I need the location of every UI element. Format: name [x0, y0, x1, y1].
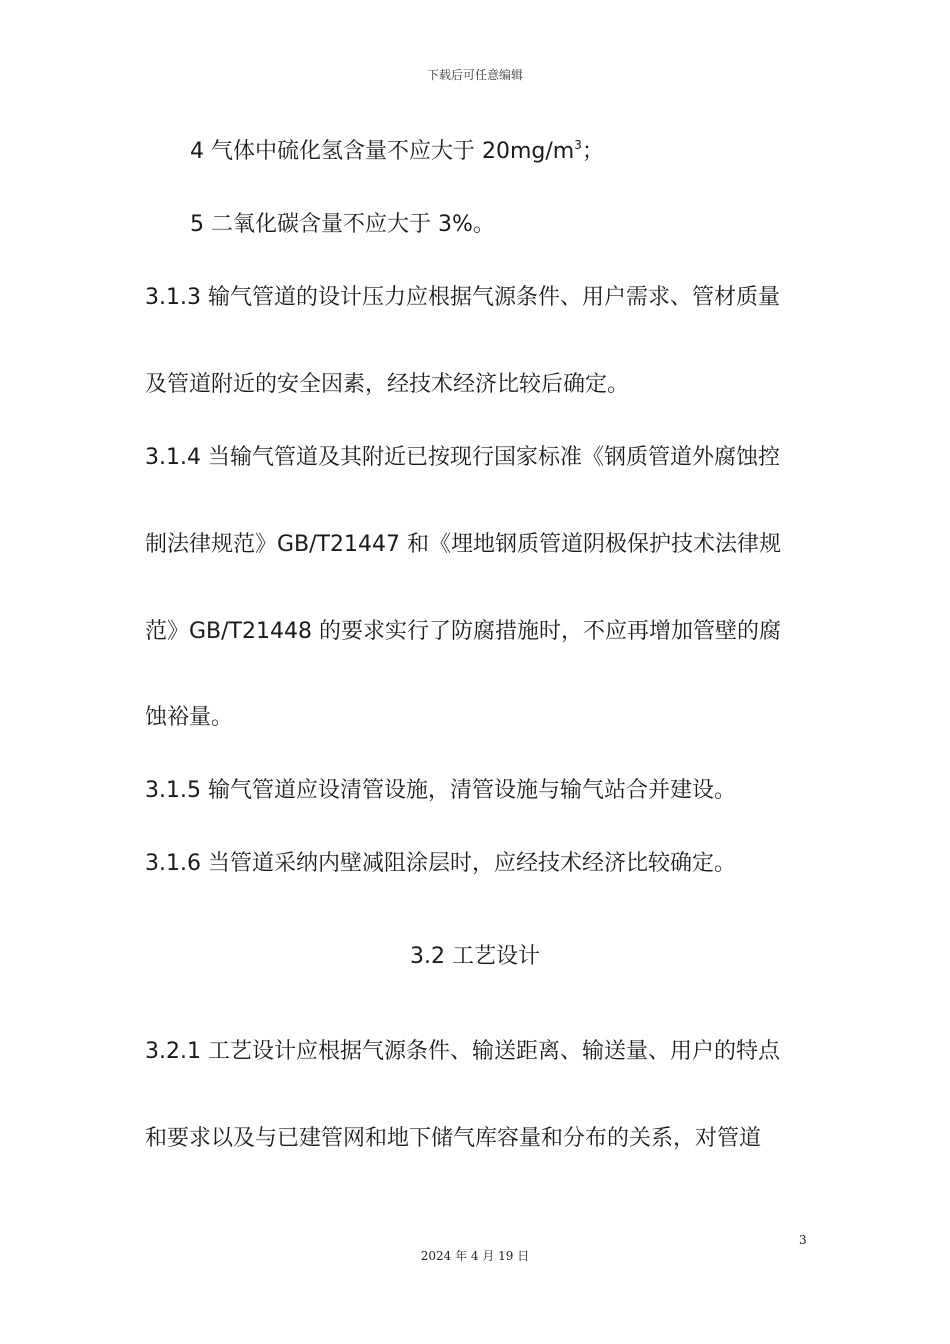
- section-heading: 3.2 工艺设计: [410, 944, 540, 969]
- p321-line2: 和要求以及与已建管网和地下储气库容量和分布的关系，对管道: [145, 1126, 762, 1151]
- p316-line: 3.1.6 当管道采纳内壁减阻涂层时，应经技术经济比较确定。: [145, 851, 736, 876]
- item-5: 5 二氧化碳含量不应大于 3%。: [190, 212, 495, 237]
- item-4-text: 4 气体中硫化氢含量不应大于 20mg/m: [190, 139, 575, 164]
- page-number: 3: [799, 1233, 807, 1247]
- item-4: [190, 137, 855, 167]
- footer-date: 2024 年 4 月 19 日: [420, 1249, 530, 1263]
- p313-line2: 及管道附近的安全因素，经技术经济比较后确定。: [145, 372, 630, 397]
- page-header: 下载后可任意编辑: [426, 68, 523, 82]
- p314-line3: 范》GB/T21448 的要求实行了防腐措施时，不应再增加管壁的腐: [145, 619, 781, 644]
- p314-line1: 3.1.4 当输气管道及其附近已按现行国家标准《钢质管道外腐蚀控: [145, 445, 780, 470]
- item-4-end: ；: [581, 139, 604, 164]
- superscript-3: 3: [574, 138, 582, 152]
- p313-line1: 3.1.3 输气管道的设计压力应根据气源条件、用户需求、管材质量: [145, 285, 780, 310]
- p314-line4: 蚀裕量。: [145, 705, 234, 730]
- p321-line1: 3.2.1 工艺设计应根据气源条件、输送距离、输送量、用户的特点: [145, 1039, 780, 1064]
- p314-line2: 制法律规范》GB/T21447 和《埋地钢质管道阴极保护技术法律规: [145, 532, 781, 557]
- p315-line: 3.1.5 输气管道应设清管设施，清管设施与输气站合并建设。: [145, 778, 736, 803]
